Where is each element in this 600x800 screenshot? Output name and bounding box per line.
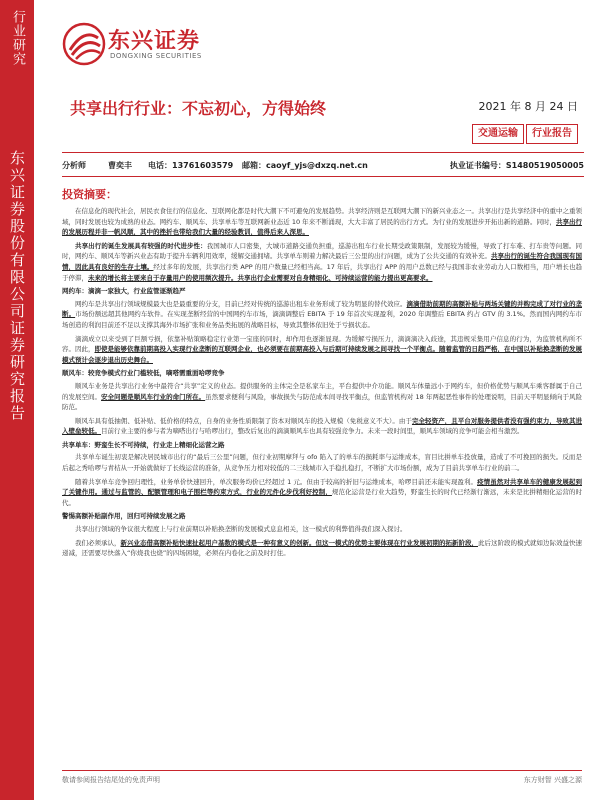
tag-industry: 交通运输 (472, 124, 524, 144)
paragraph: 网约车是共享出行领域规模最大也是最重要的分支，目前已经对传统的巡游出租车业务形成了较为明显的替代效应。滴滴借助前期的高额补贴与两场关键的并购完成了对行业的垄断。市场份额远超其他网约车软件。在实现垄断经营的中国网约车市场，滴滴调整后 EBITA 于 19 年首次实现盈利，2020 年调整后 EBITA 约占 GTV 的 3.1%。然而国内网约车市场创造的利润目前还不足以支撑其海外市场扩张和业务品类拓展的战略目标，导致其整体依旧处于亏损状态。 (62, 299, 582, 329)
subheading-bike-sharing: 共享单车：野蛮生长不可持续，行业走上精细化运营之路 (62, 440, 225, 449)
analyst-license: 执业证书编号：S1480519050005 (449, 161, 584, 170)
paragraph: 顺风车业务是共享出行业务中最符合“共享”定义的业态。提供服务的主体完全是私家车主，平台提供中介功能。顺风车体量远小于网约车，但价格优势与顺风车乘客群属于自己的发展空间。安全问题是顺风车行业的命门所在。虽然要求便利与风险，事故损失与防范成本间寻找平衡点，但监管机构对 18 年两起恶性事件的处理说明，目前天平明显倾向于风险防范。 (62, 381, 583, 412)
paragraph: 共享出行的诞生发展具有较强的时代进步性：我国城市人口密集，大城市道路交通负担重，巡游出租车行业长期受政策限制，发展较为缓慢，导致了打车难、打车贵等问题。同时，网约车、顺风车等新兴业态有助于提升车辆利用效率，缓解交通拥堵。共享单车则着力解决最后三公里的出行问题，成为了公共交通的有效补充。共享出行的诞生符合我国现有国情，因此具有良好的生存土壤。经过多年的发展，共享出行类 APP 的用户数量已经相当高。17 年后，共享出行 APP 的用户总数已经与我国非农业劳动力人口数相当，用户增长也趋于停滞，未来的增长将主要来自于存量用户的使用频次提升。共享出行企业需要对自身精细化、可持续运营的能力提出更高要求。 (62, 241, 583, 282)
analyst-row (62, 158, 584, 174)
tag-report-type: 行业报告 (526, 124, 578, 144)
paragraph: 顺风车具有低抽佣、低补贴、低价格的特点，自身的业务性质限制了资本对顺风车的投入规模（免税意义不大）。由于完全轻资产，且平台对服务提供者没有强约束力，导致其进入壁垒较低。目前行业主要的参与者为嘀嗒出行与哈啰出行，整改后复出的滴滴顺风车也具有较强竞争力。未来一段时间里，顺风车领域的竞争可能会相当激烈。 (62, 416, 583, 436)
analyst-phone: 电话：13761603579 (148, 161, 234, 170)
footer-disclaimer: 敬请参阅报告结尾处的免责声明 (62, 776, 160, 784)
analyst-label: 分析师 (62, 161, 86, 170)
analyst-name: 曹奕丰 (108, 161, 132, 170)
sidebar (0, 0, 34, 800)
paragraph: 随着共享单车竞争回归理性，业务单价快速回升，单次服务均价已经超过 1 元。但由于较高的折旧与运维成本，哈啰目前还未能实现盈利。疫情虽然对共享单车的健康发展起到了关键作用。通过与监管的、配额管理和电子围栏等约束方式，行业的元件化步伐利好控制，规范化运营是行业大趋势，野蛮生长的时代已经渐行渐远，未来是比拼精细化运营的时代。 (62, 477, 583, 507)
divider-top (62, 152, 584, 153)
subheading-ride-hailing: 网约车：滴滴一家独大，行业监管逐渐趋严 (62, 287, 186, 296)
logo-name-en: DONGXING SECURITIES (110, 52, 202, 60)
paragraph: 共享单车诞生初衷是解决居民城市出行的“最后三公里”问题，但行业初期摩拜与 ofo 陷入了的单车的损耗率与运维成本，盲目比拼单车投放量，造成了不可挽回的损失。反而是后起之秀哈啰与青桔从一开始就做好了长线运营的准备，从竞争压力相对较低的二三线城市入手稳扎稳打，不断扩大市场份额，成为了目前共享单车行业的前二。 (62, 453, 582, 473)
report-date: 2021 年 8 月 24 日 (478, 100, 578, 113)
company-logo (62, 22, 242, 72)
divider-analyst (62, 176, 584, 177)
section-title: 投资摘要： (62, 188, 117, 201)
paragraph: 在信息化的现代社会，居民衣食住行的信息化、互联网化都是时代大潮下不可避免的发展趋势。共享经济则是互联网大潮下的新兴业态之一。共享出行是共享经济中的重中之重领域，同时发展也较为成熟的业态。网约车、顺风车、共享单车等互联网新业态近 10 年来不断涌现，大大丰富了居民的出行方式。为行业的发展进步开拓出新的道路。同时，共享出行的发展历程并非一帆风顺，其中的挫折也带给我们大量的经验教训，值得后来人深思。 (62, 207, 583, 237)
paragraph: 我们必须承认，新兴业态借高额补贴快速扯起用户基数的模式是一种有意义的创新。但这一模式的优势主要体现在行业发展初期的拓新阶段，此后这阶段的模式就如边际效益快速递减，还需要尽快落入“你烧我也烧”的四场困境，必须在内卷化之前及时打住。 (62, 538, 582, 558)
logo-name-cn: 东兴证券 (108, 29, 201, 54)
logo-mark-icon (62, 22, 106, 66)
paragraph: 滴滴成立以来受到了巨额亏损，依靠补贴策略稳定行业第一宝座的同时，却作用也逐渐显现。为缓解亏损压力，滴滴滴决入歧途，其违规采集用户信息的行为，为监管机构所不容。因此，即使是能够依靠前期高投入实现行业垄断的互联网企业，也必须要在前期高投入与后期可持续发展之间寻找一个平衡点。随着监管的日趋严格，在中国以补贴换垄断的发展模式预计会逐步退出历史舞台。 (62, 334, 582, 364)
page-footer (62, 770, 582, 785)
subheading-subsidy-warning: 警惕高额补贴副作用，回归可持续发展之路 (62, 512, 186, 521)
report-body (62, 206, 582, 562)
footer-slogan: 东方财智 兴盛之源 (523, 776, 582, 784)
sidebar-category: 行业研究 (10, 10, 25, 66)
report-title: 共享出行行业：不忘初心，方得始终 (70, 99, 327, 118)
subheading-carpool: 顺风车：较竞争模式行业门槛较低，嘀嗒需重面哈啰竞争 (62, 369, 225, 378)
sidebar-company-report: 东兴证券股份有限公司证券研究报告 (8, 150, 26, 422)
analyst-email: 邮箱：caoyf_yjs@dxzq.net.cn (242, 161, 368, 170)
paragraph: 共享出行领域的争议很大程度上与行业前期以补贴换垄断的发展模式息息相关，这一模式的利弊值得我们深入探讨。 (75, 525, 407, 534)
